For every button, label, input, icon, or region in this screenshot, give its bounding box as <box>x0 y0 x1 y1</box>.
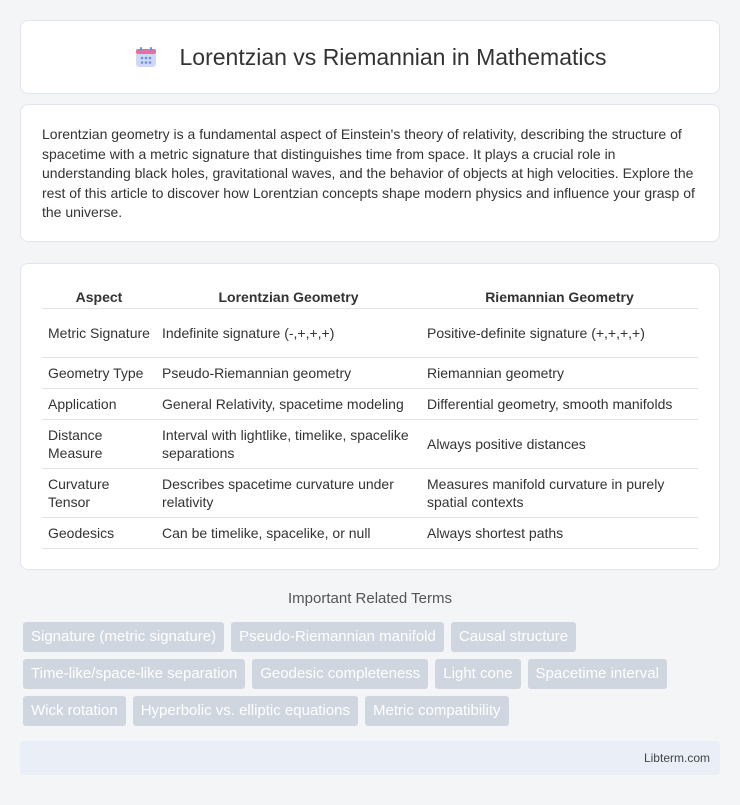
table-row <box>42 309 698 358</box>
related-term-tag[interactable]: Signature (metric signature) <box>23 622 224 652</box>
related-term-tag[interactable]: Spacetime interval <box>528 659 667 689</box>
header-lorentzian: Lorentzian Geometry <box>156 286 421 309</box>
cell-aspect: Application <box>42 389 156 420</box>
cell-lorentzian: Indefinite signature (-,+,+,+) <box>156 309 421 358</box>
related-term-tag[interactable]: Wick rotation <box>23 696 126 726</box>
cell-lorentzian: Interval with lightlike, timelike, spacelike separations <box>156 420 421 469</box>
cell-aspect: Metric Signature <box>42 309 156 358</box>
footer <box>20 741 720 775</box>
header-riemannian: Riemannian Geometry <box>421 286 698 309</box>
related-term-tag[interactable]: Light cone <box>435 659 520 689</box>
related-terms-list <box>23 622 723 733</box>
cell-lorentzian: Can be timelike, spacelike, or null <box>156 518 421 549</box>
table-row <box>42 389 698 420</box>
table-row <box>42 518 698 549</box>
cell-riemannian: Measures manifold curvature in purely spatial contexts <box>421 469 698 518</box>
comparison-table <box>42 286 698 549</box>
calendar-grid-icon <box>134 45 158 69</box>
related-term-tag[interactable]: Causal structure <box>451 622 576 652</box>
footer-brand-link[interactable]: Libterm.com <box>643 751 710 765</box>
related-term-tag[interactable]: Pseudo-Riemannian manifold <box>231 622 444 652</box>
table-row <box>42 469 698 518</box>
cell-riemannian: Riemannian geometry <box>421 358 698 389</box>
related-term-tag[interactable]: Hyperbolic vs. elliptic equations <box>133 696 358 726</box>
cell-riemannian: Differential geometry, smooth manifolds <box>421 389 698 420</box>
cell-lorentzian: General Relativity, spacetime modeling <box>156 389 421 420</box>
header-aspect: Aspect <box>42 286 156 309</box>
cell-aspect: Geodesics <box>42 518 156 549</box>
cell-aspect: Distance Measure <box>42 420 156 469</box>
comparison-card <box>20 263 720 570</box>
intro-card <box>20 104 720 242</box>
table-row <box>42 358 698 389</box>
cell-aspect: Curvature Tensor <box>42 469 156 518</box>
related-term-tag[interactable]: Time-like/space-like separation <box>23 659 245 689</box>
related-term-tag[interactable]: Geodesic completeness <box>252 659 428 689</box>
page-header <box>20 20 720 94</box>
related-term-tag[interactable]: Metric compatibility <box>365 696 509 726</box>
cell-lorentzian: Pseudo-Riemannian geometry <box>156 358 421 389</box>
page-title: Lorentzian vs Riemannian in Mathematics <box>179 43 607 70</box>
cell-lorentzian: Describes spacetime curvature under relativity <box>156 469 421 518</box>
cell-riemannian: Always shortest paths <box>421 518 698 549</box>
cell-riemannian: Always positive distances <box>421 420 698 469</box>
intro-text: Lorentzian geometry is a fundamental aspect of Einstein's theory of relativity, describing the structure of spacetime with a metric signature that distinguishes time from space. It plays a crucial role in understanding black holes, gravitational waves, and the behavior of objects at high velocities. Explore the rest of this article to discover how Lorentzian concepts shape modern physics and influence your grasp of the universe. <box>42 126 695 221</box>
table-row <box>42 420 698 469</box>
cell-riemannian: Positive-definite signature (+,+,+,+) <box>421 309 698 358</box>
related-terms-title: Important Related Terms <box>288 590 452 607</box>
cell-aspect: Geometry Type <box>42 358 156 389</box>
table-header-row <box>42 286 698 309</box>
